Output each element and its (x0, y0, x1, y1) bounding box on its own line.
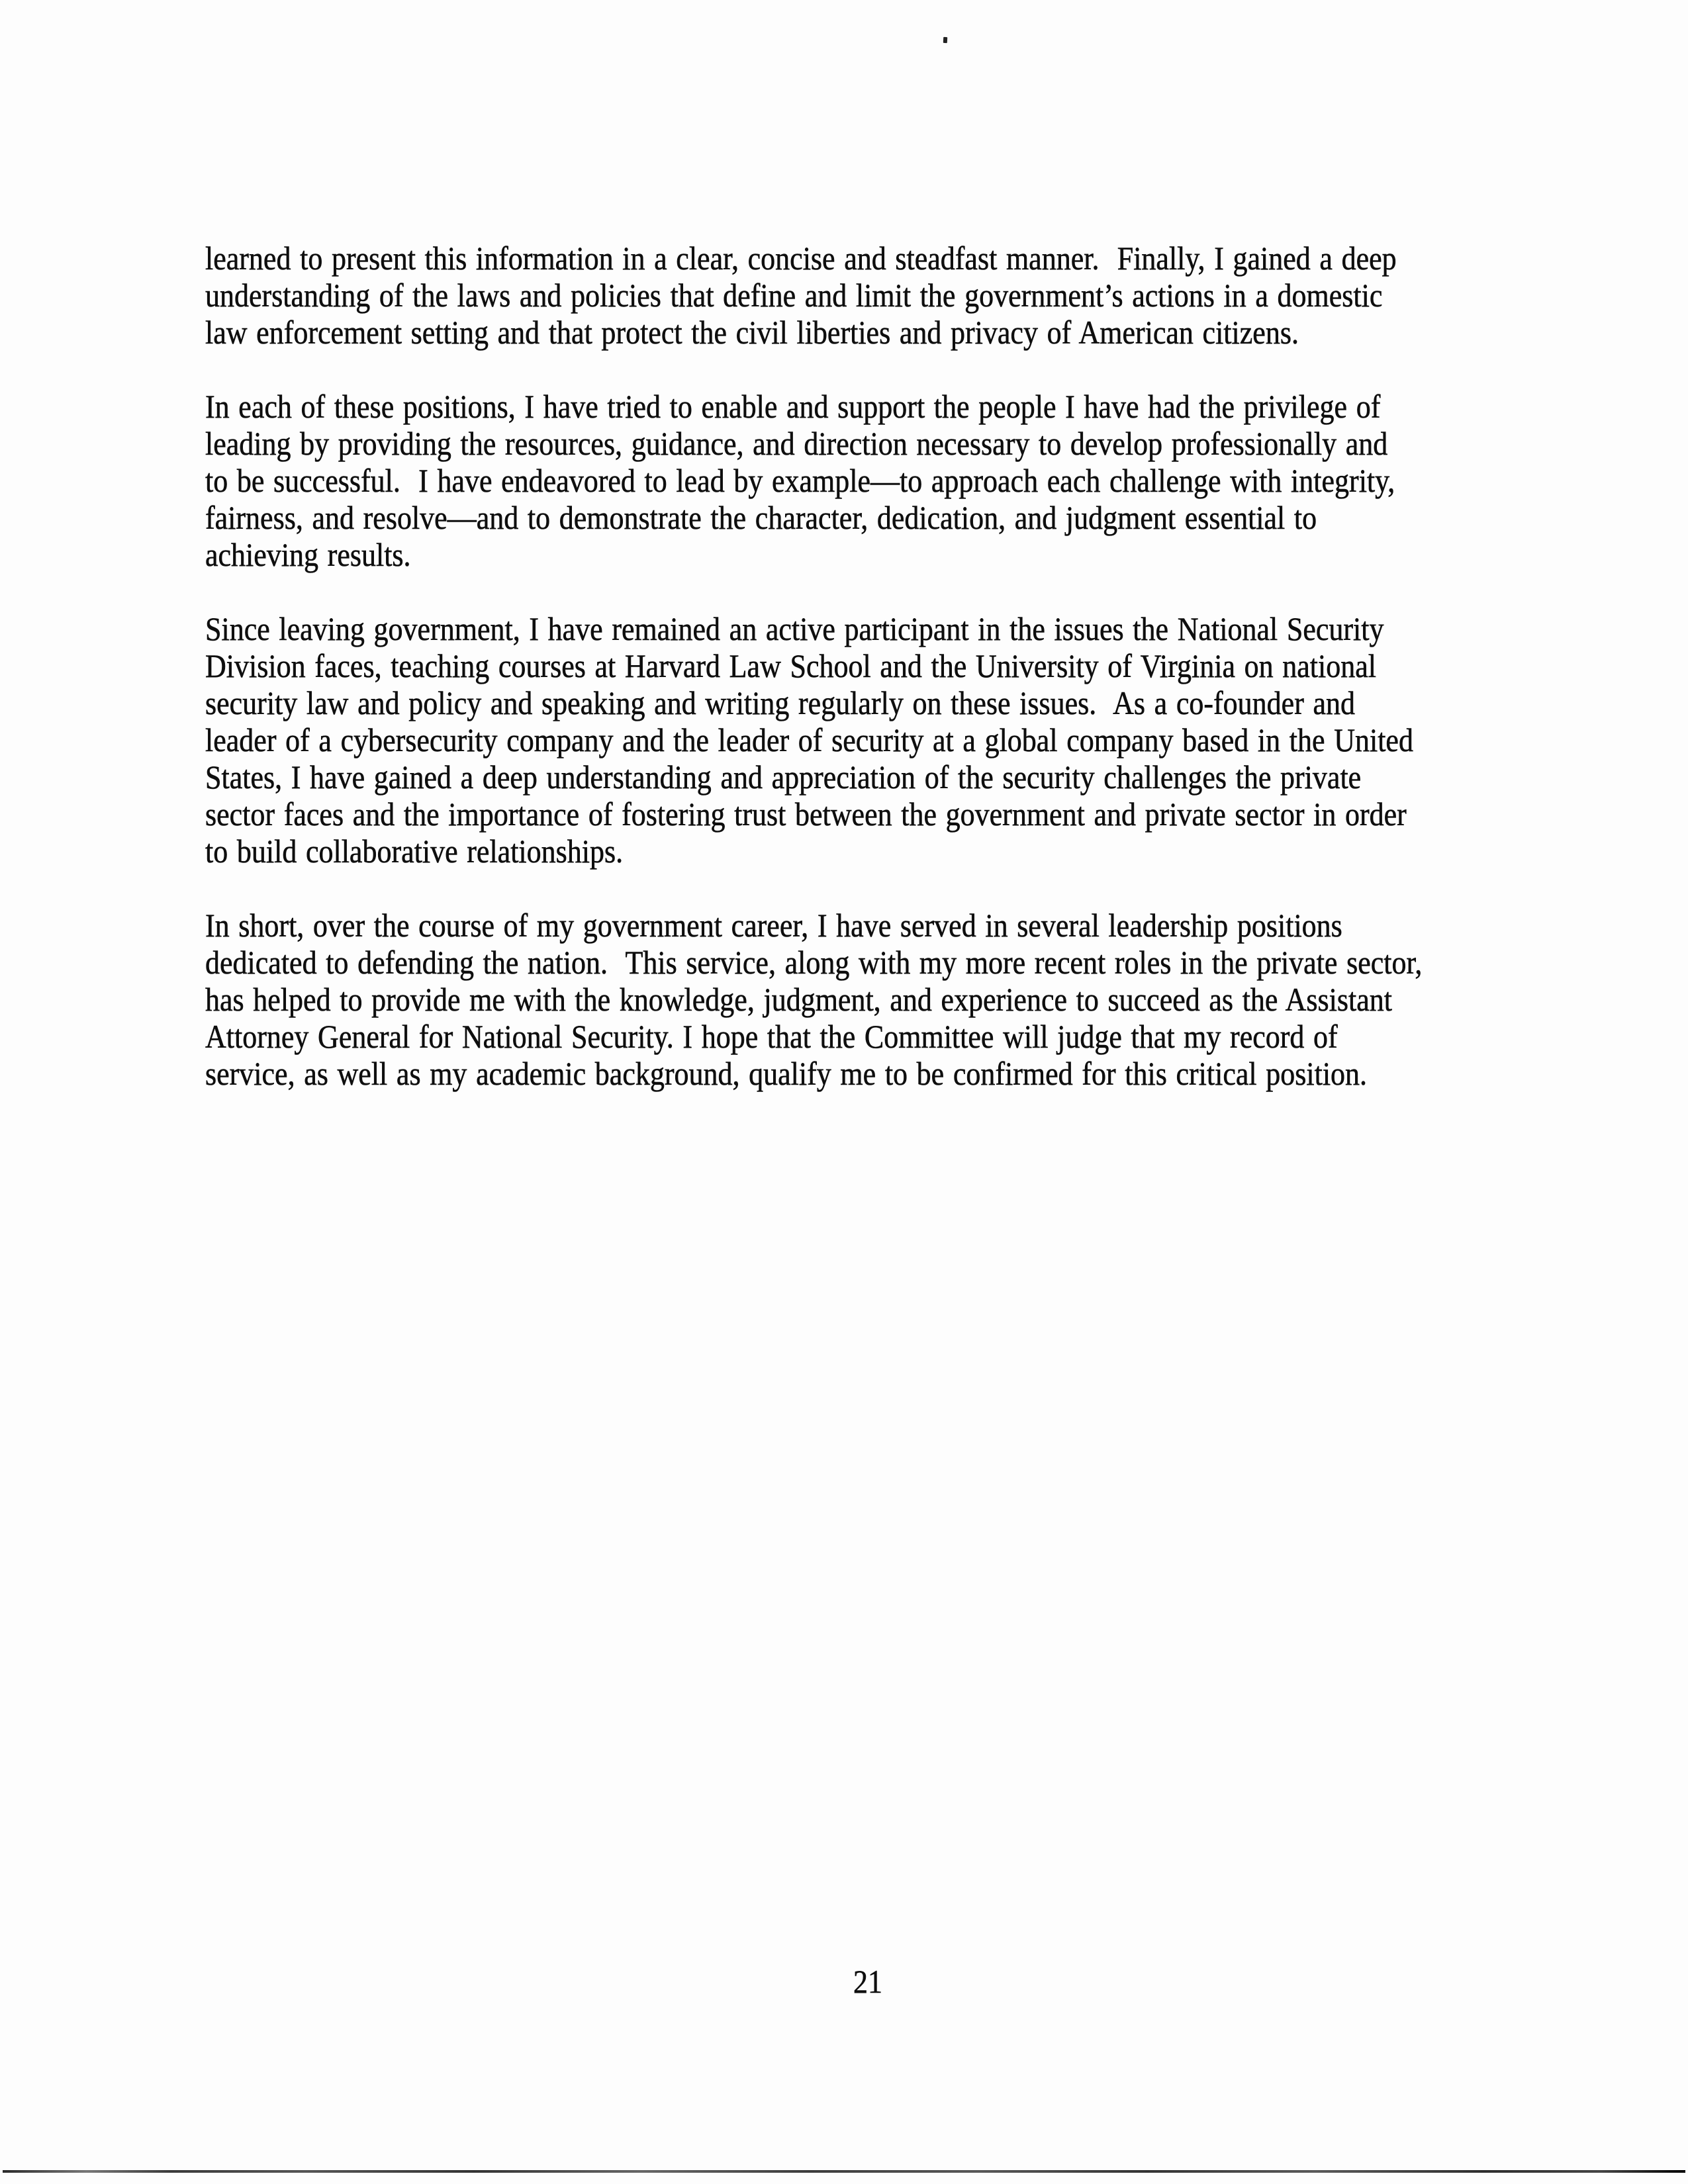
body-text (205, 240, 1545, 1129)
text-line: leader of a cybersecurity company and the leader of security at a global company based in the United (205, 721, 1413, 758)
text-line: States, I have gained a deep understanding and appreciation of the security challenges the private (205, 758, 1362, 796)
text-line: sector faces and the importance of fostering trust between the government and private sector in order (205, 796, 1407, 833)
text-line: learned to present this information in a clear, concise and steadfast manner. Finally, I gained a deep (205, 240, 1397, 277)
text-line: In each of these positions, I have tried to enable and support the people I have had the privilege of (205, 388, 1381, 425)
text-line: service, as well as my academic background, qualify me to be confirmed for this critical position. (205, 1055, 1368, 1092)
bottom-scan-line (3, 2170, 1685, 2173)
paragraph (205, 240, 1545, 351)
text-line: law enforcement setting and that protect the civil liberties and privacy of American citizens. (205, 314, 1299, 351)
text-line: dedicated to defending the nation. This service, along with my more recent roles in the private sector, (205, 944, 1423, 981)
text-line: In short, over the course of my government career, I have served in several leadership positions (205, 907, 1342, 944)
text-line: security law and policy and speaking and writing regularly on these issues. As a co-founder and (205, 684, 1356, 721)
text-line: fairness, and resolve—and to demonstrate the character, dedication, and judgment essential to (205, 499, 1317, 536)
text-line: Attorney General for National Security. I hope that the Committee will judge that my record of (205, 1018, 1338, 1055)
page-number: 21 (853, 1963, 882, 2000)
paragraph (205, 610, 1545, 870)
ink-speck (943, 37, 947, 43)
paragraph (205, 907, 1545, 1092)
text-line: achieving results. (205, 536, 411, 573)
text-line: Division faces, teaching courses at Harvard Law School and the University of Virginia on national (205, 647, 1377, 684)
text-line: Since leaving government, I have remained an active participant in the issues the National Security (205, 610, 1384, 647)
paragraph (205, 388, 1545, 573)
text-line: has helped to provide me with the knowledge, judgment, and experience to succeed as the Assistant (205, 981, 1393, 1018)
text-line: to be successful. I have endeavored to lead by example—to approach each challenge with integrity, (205, 462, 1395, 499)
text-line: understanding of the laws and policies that define and limit the government’s actions in a domestic (205, 277, 1383, 314)
text-line: leading by providing the resources, guidance, and direction necessary to develop professionally and (205, 425, 1388, 462)
text-line: to build collaborative relationships. (205, 833, 624, 870)
